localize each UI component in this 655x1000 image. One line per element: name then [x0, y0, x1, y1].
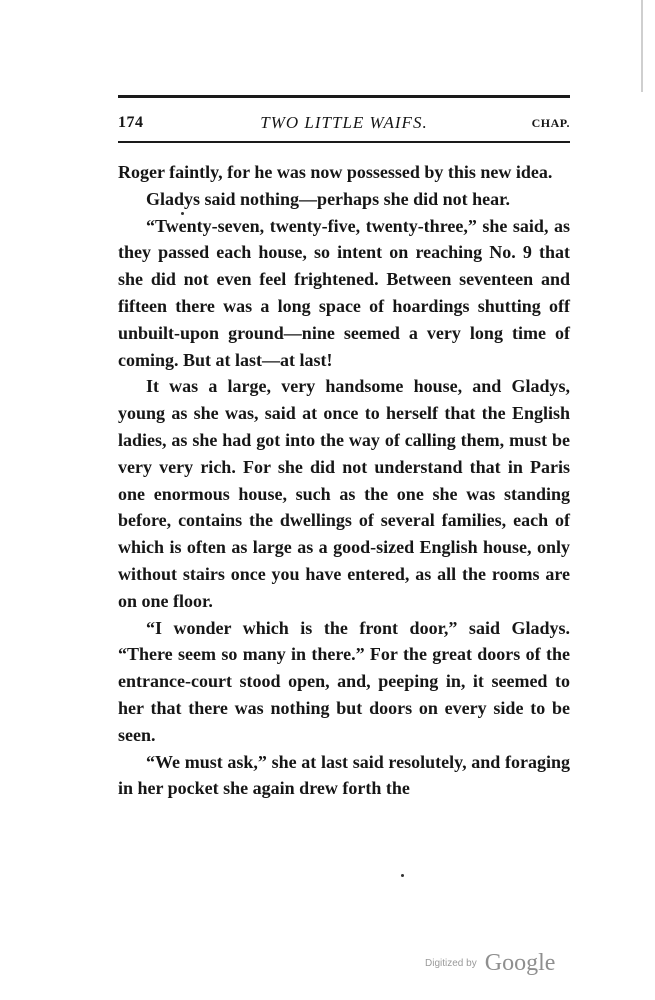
- paragraph-1: Roger faintly, for he was now possessed by this new idea.: [118, 162, 553, 182]
- watermark-prefix: Digitized by: [425, 958, 477, 969]
- paragraph-6: “We must ask,” she at last said resolutely, and foraging in her pocket she again drew forth the: [118, 751, 570, 799]
- paragraph-4: It was a large, very handsome house, and Gladys, young as she was, said at once to herself that the English ladies, as she had got into the way of calling them, must be very very rich. For she did not understand that in Paris one enormous house, such as the one she was standing before, contains the dwellings of several families, each of which is often as large as a good-sized English house, only without stairs once you have entered, as all the rooms are on one floor.: [118, 376, 570, 611]
- page-number: 174: [118, 114, 144, 131]
- print-speck: [401, 874, 404, 877]
- paragraph-3: “Twenty-seven, twenty-five, twenty-three,” she said, as they passed each house, so intent on reaching No. 9 that she did not even feel frightened. Between seventeen and fifteen there was a long space of hoardings shutting off unbuilt-upon ground—nine seemed a very long time of coming. But at last—at last!: [118, 215, 570, 370]
- body-text: [118, 159, 570, 802]
- header-rule-top: [118, 95, 570, 98]
- running-title: TWO LITTLE WAIFS.: [260, 113, 428, 132]
- book-page: [118, 95, 570, 802]
- digitized-watermark: [425, 950, 555, 977]
- chapter-abbrev: CHAP.: [531, 116, 570, 130]
- print-speck: [181, 212, 184, 215]
- paragraph-5: “I wonder which is the front door,” said Gladys. “There seem so many in there.” For the great doors of the entrance-court stood open, and, peeping in, it seemed to her that there was nothing but doors on every side to be seen.: [118, 617, 570, 745]
- running-header: [118, 110, 570, 136]
- paragraph-2: Gladys said nothing—perhaps she did not hear.: [146, 188, 510, 209]
- google-logo: Google: [484, 950, 556, 976]
- header-rule-bottom: [118, 141, 570, 143]
- scan-edge-line: [641, 0, 643, 92]
